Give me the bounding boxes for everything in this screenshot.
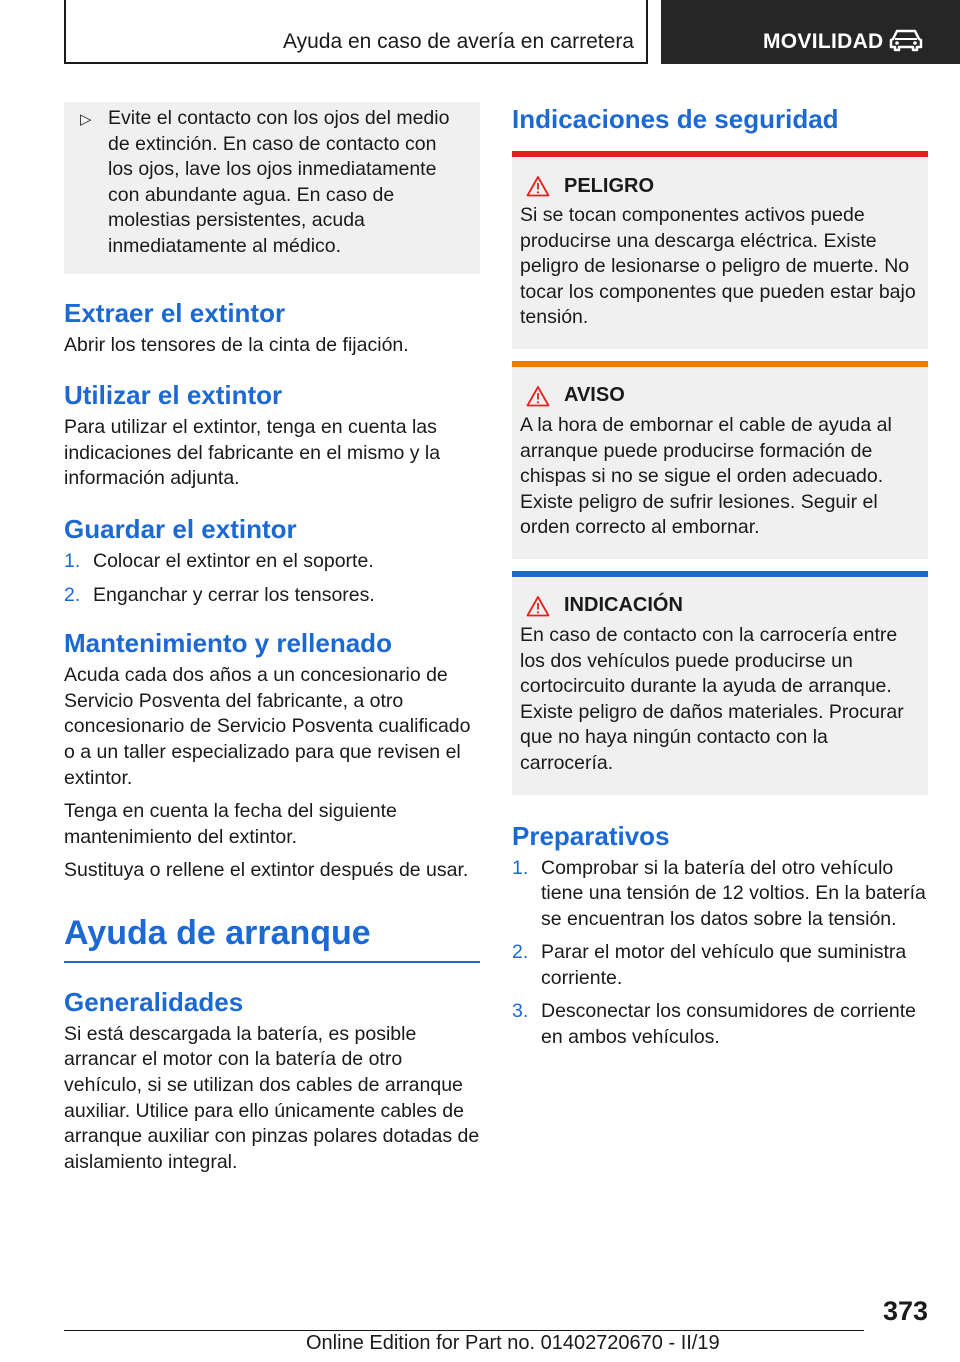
heading-extraer: Extraer el extintor	[64, 297, 286, 328]
heading-seguridad: Indicaciones de seguridad	[512, 104, 839, 134]
list-text: Parar el motor del vehículo que suministra corriente.	[541, 941, 907, 989]
list-item	[64, 583, 480, 609]
warning-title: INDICACIÓN	[564, 594, 683, 617]
list-number: 2.	[64, 583, 81, 606]
heading-utilizar: Utilizar el extintor	[64, 380, 283, 411]
section-label: MOVILIDAD	[763, 30, 884, 53]
list-number: 3.	[512, 1000, 529, 1023]
footer-edition: Online Edition for Part no. 01402720670 - II/19	[306, 1332, 720, 1354]
caution-box	[512, 361, 928, 559]
header-section-tab	[661, 0, 960, 64]
heading-mantenimiento: Mantenimiento y rellenado	[64, 628, 392, 659]
header-chapter-box	[64, 0, 648, 64]
danger-box	[512, 151, 928, 349]
list-item	[512, 940, 928, 991]
paragraph-utilizar: Para utilizar el extintor, tenga en cuenta las indicaciones del fabricante en el mismo y la información adjunta.	[64, 416, 441, 490]
warning-text: En caso de contacto con la carrocería entre los dos vehículos puede producirse un cortocircuito durante la ayuda de arranque. Existe peligro de daños materiales. Procurar que no haya ningún contacto con la carrocería.	[520, 623, 904, 774]
warning-triangle-icon	[526, 385, 550, 407]
footer-divider	[64, 1330, 864, 1331]
list-text: Colocar el extintor en el soporte.	[93, 549, 374, 572]
paragraph-mant-2: Tenga en cuenta la fecha del siguiente mantenimiento del extintor.	[64, 800, 397, 848]
paragraph-extraer: Abrir los tensores de la cinta de fijación.	[64, 333, 409, 356]
notice-box	[512, 571, 928, 795]
triangle-bullet-icon: ▷	[80, 111, 92, 128]
guardar-steps-list	[64, 549, 480, 608]
list-item	[512, 999, 928, 1050]
warning-text: A la hora de embornar el cable de ayuda al arranque puede producirse formación de chispas si no se sigue el orden adecuado. Existe peligro de sufrir lesiones. Seguir el orden correcto al embornar.	[520, 413, 892, 539]
chapter-title: Ayuda en caso de avería en carretera	[282, 30, 634, 53]
chapter-heading: Ayuda de arranque	[64, 914, 480, 963]
note-box	[64, 102, 480, 274]
warning-triangle-icon	[526, 175, 550, 197]
list-item	[64, 549, 480, 575]
list-number: 2.	[512, 941, 529, 964]
list-text: Desconectar los consumidores de corriente en ambos vehículos.	[541, 1000, 917, 1049]
paragraph-generalidades: Si está descargada la batería, es posible arrancar el motor con la batería de otro vehículo, si se utilizan dos cables de arranque auxiliar. Utilice para ello únicamente cables de arranque auxiliar con pinzas polares dotadas de aislamiento integral.	[64, 1022, 480, 1173]
note-text: Evite el contacto con los ojos del medio de extinción. En caso de contacto con los ojos, lave los ojos inmediatamente con abundante agua. En caso de molestias persistentes, acuda inmediatamente al médico.	[108, 107, 450, 257]
warning-triangle-icon	[526, 595, 550, 617]
warning-text: Si se tocan componentes activos puede producirse una descarga eléctrica. Existe peligro de lesionarse o peligro de muerte. No tocar los componentes que pueden estar bajo tensión.	[520, 204, 916, 329]
list-item	[512, 856, 928, 933]
heading-preparativos: Preparativos	[512, 820, 670, 851]
list-text: Enganchar y cerrar los tensores.	[93, 583, 375, 606]
left-column	[64, 102, 480, 1175]
paragraph-mant-1: Acuda cada dos años a un concesionario de Servicio Posventa del fabricante, a otro concesionario de Servicio Posventa cualificado o a un taller especializado para que revisen el extintor.	[64, 664, 471, 789]
warning-title: AVISO	[564, 384, 625, 407]
list-number: 1.	[64, 549, 81, 572]
list-text: Comprobar si la batería del otro vehículo tiene una tensión de 12 voltios. En la batería se encuentran los datos sobre la tensión.	[541, 856, 926, 930]
list-number: 1.	[512, 856, 529, 879]
page-number: 373	[882, 1296, 928, 1326]
preparativos-steps-list	[512, 856, 928, 1051]
paragraph-mant-3: Sustituya o rellene el extintor después de usar.	[64, 859, 469, 882]
right-column	[512, 102, 928, 1051]
warning-title: PELIGRO	[564, 174, 655, 197]
heading-guardar: Guardar el extintor	[64, 513, 297, 544]
heading-generalidades: Generalidades	[64, 986, 244, 1017]
car-icon	[889, 28, 923, 57]
